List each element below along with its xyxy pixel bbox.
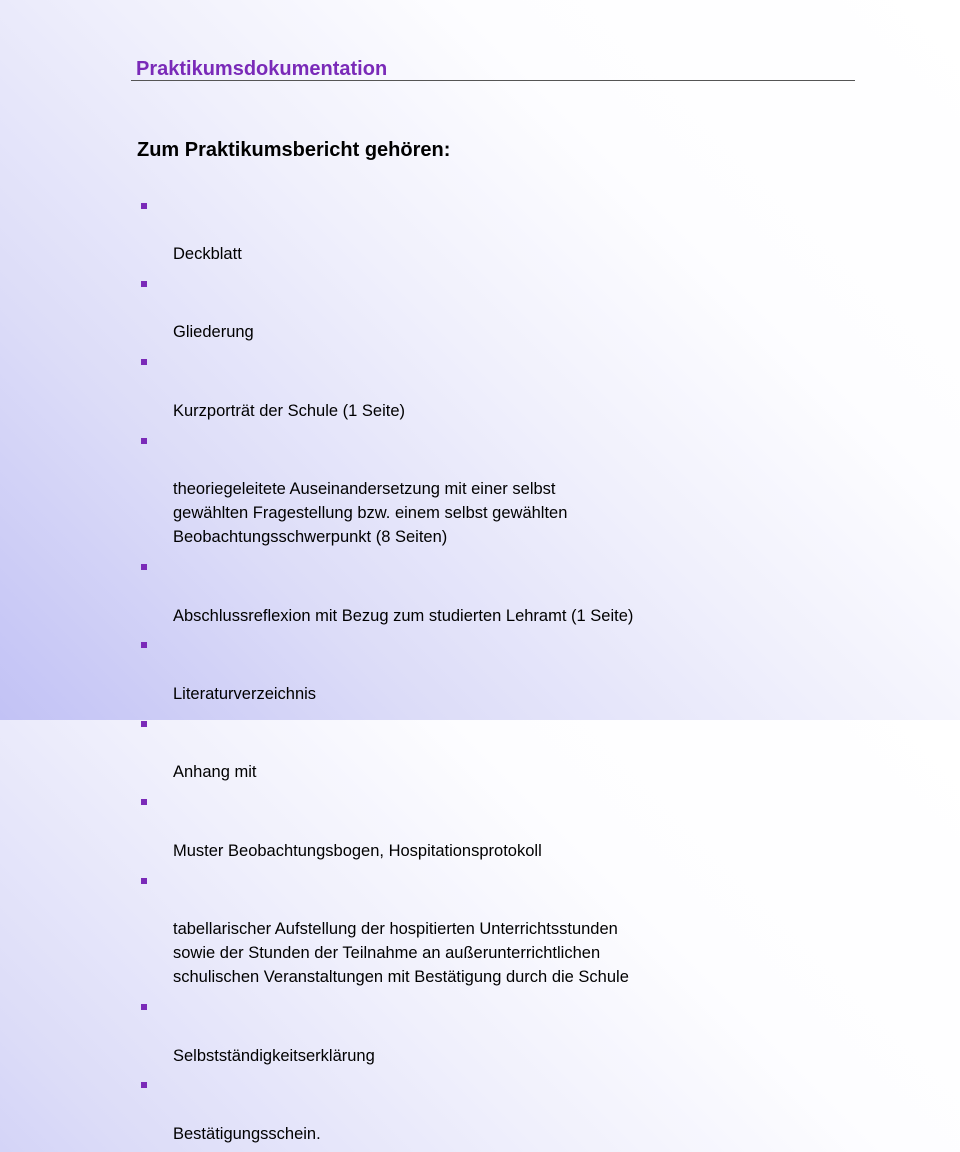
- list-item: [137, 351, 817, 423]
- list-item: [137, 272, 817, 344]
- square-bullet-icon: [141, 642, 147, 648]
- square-bullet-icon: [141, 799, 147, 805]
- list-item-text: Deckblatt: [173, 245, 242, 263]
- square-bullet-icon: [141, 721, 147, 727]
- bullet-list: [137, 194, 817, 1152]
- list-item-text: Kurzporträt der Schule (1 Seite): [173, 401, 406, 420]
- square-bullet-icon: [141, 203, 147, 209]
- list-item-text: Abschlussreflexion mit Bezug zum studierten Lehramt (1 Seite): [173, 606, 634, 625]
- list-item: [137, 194, 817, 266]
- list-item-text: tabellarischer Aufstellung der hospitierten Unterrichtsstunden sowie der Stunden der Teilnahme an außerunterrichtlichen schulischen Veranstaltungen mit Bestätigung durch die Schule: [173, 920, 629, 987]
- square-bullet-icon: [141, 564, 147, 570]
- list-item: [137, 1074, 817, 1146]
- list-item-text: Gliederung: [173, 323, 254, 342]
- list-item-text: theoriegeleitete Auseinandersetzung mit einer selbst gewählten Fragestellung bzw. einem selbst gewählten Beobachtungsschwerpunkt (8 Seiten): [173, 480, 568, 547]
- section-heading: Zum Praktikumsbericht gehören:: [137, 139, 451, 161]
- list-item-text: Anhang mit: [173, 763, 257, 782]
- list-item: [137, 791, 817, 863]
- square-bullet-icon: [141, 281, 147, 287]
- list-item: [137, 712, 817, 784]
- square-bullet-icon: [141, 1004, 147, 1010]
- list-item: [137, 556, 817, 628]
- list-item: [137, 634, 817, 706]
- page-title: Praktikumsdokumentation: [136, 58, 388, 80]
- square-bullet-icon: [141, 878, 147, 884]
- list-item-text: Bestätigungsschein.: [173, 1124, 321, 1143]
- title-divider: [131, 80, 855, 81]
- list-item: [137, 429, 817, 549]
- square-bullet-icon: [141, 359, 147, 365]
- list-item-text: Selbstständigkeitserklärung: [173, 1046, 375, 1065]
- list-item-text: Muster Beobachtungsbogen, Hospitationsprotokoll: [173, 841, 542, 860]
- list-item: [137, 869, 817, 989]
- list-item-text: Literaturverzeichnis: [173, 684, 317, 703]
- list-item: [137, 996, 817, 1068]
- square-bullet-icon: [141, 1082, 147, 1088]
- square-bullet-icon: [141, 438, 147, 444]
